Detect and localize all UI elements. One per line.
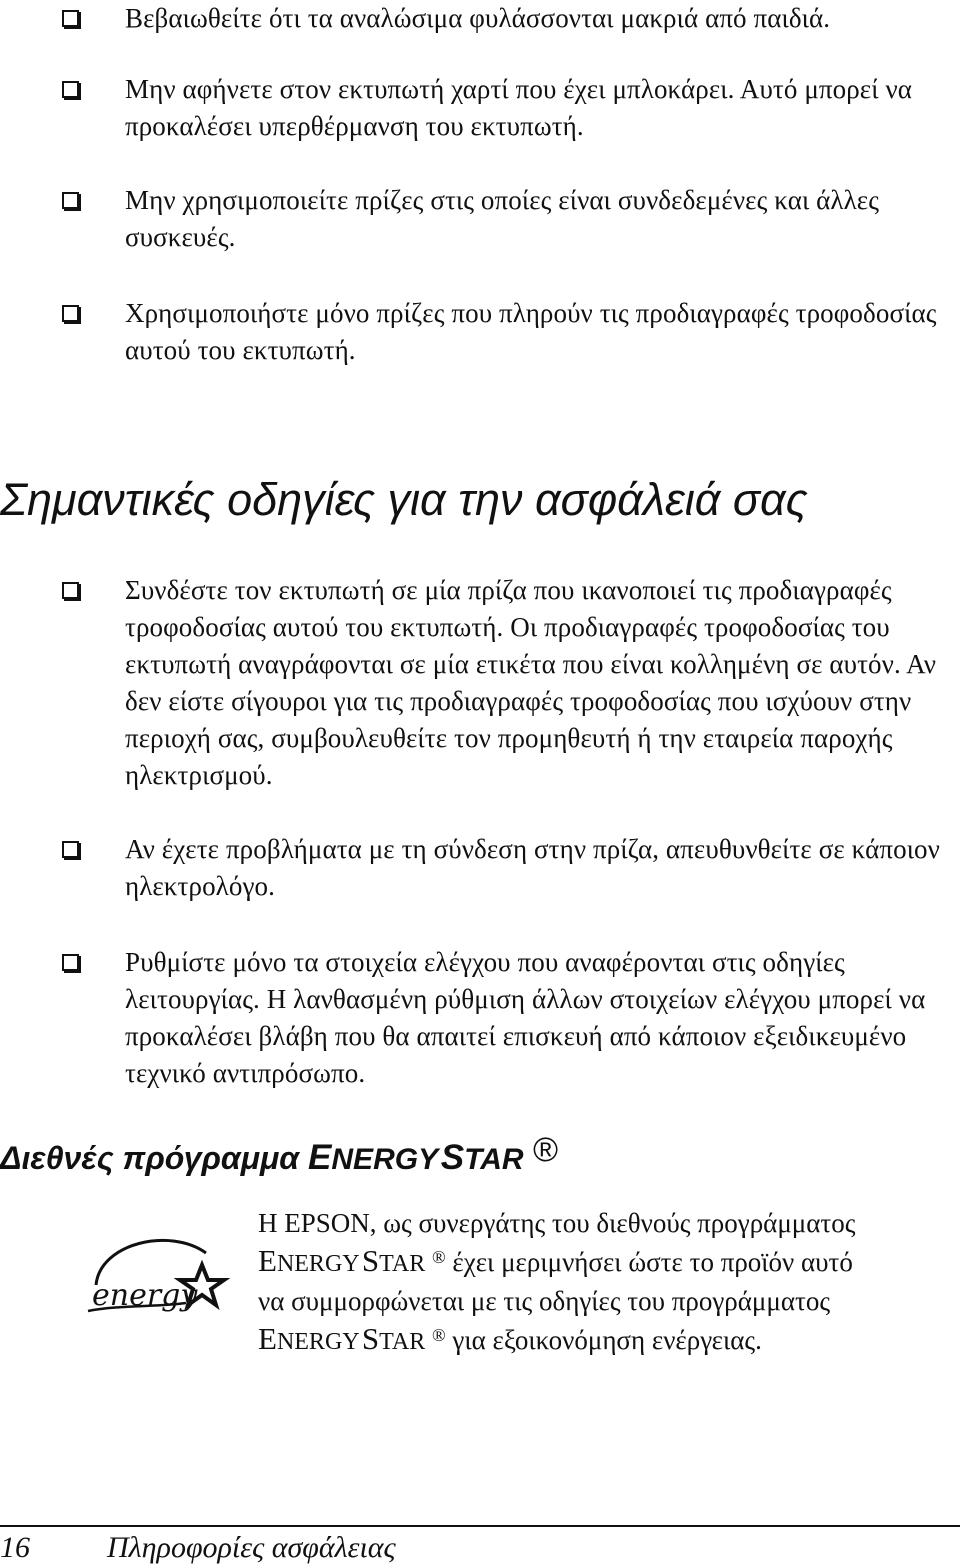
heading-letter-s: S [440, 1138, 465, 1177]
checkbox-bullet-icon [62, 10, 79, 27]
heading-prefix: Διεθνές πρόγραμμα [0, 1140, 309, 1176]
page-number: 16 [0, 1531, 30, 1564]
list-item-text: Μην αφήνετε στον εκτυπωτή χαρτί που έχει μπλοκάρει. Αυτό μπορεί να προκαλέσει υπερθέρμανση του εκτυπωτή. [125, 74, 913, 141]
footer-title: Πληροφορίες ασφάλειας [107, 1531, 396, 1564]
list-item-text: Χρησιμοποιήστε μόνο πρίζες που πληρούν τις προδιαγραφές τροφοδοσίας αυτού του εκτυπωτή. [125, 298, 937, 365]
energy-line-1: Η EPSON, ως συνεργάτης του διεθνούς προγράμματος [258, 1208, 856, 1238]
checkbox-bullet-icon [62, 841, 79, 858]
energy-line-4: ENERGY STAR ® για εξοικονόμηση ενέργειας. [258, 1321, 762, 1356]
list-item-text: Ρυθμίστε μόνο τα στοιχεία ελέγχου που αναφέρονται στις οδηγίες λειτουργίας. Η λανθασμένη ρύθμιση άλλων στοιχείων ελέγχου μπορεί να προκαλέσει βλάβη που θα απαιτεί επισκευή από κάποιον εξειδικευμένο τεχνικό αντιπρόσωπο. [125, 947, 926, 1088]
section-heading-energy-star [0, 1128, 700, 1190]
heading-letter-e: E [308, 1138, 332, 1177]
list-item-text: Βεβαιωθείτε ότι τα αναλώσιμα φυλάσσονται μακριά από παιδιά. [125, 3, 831, 33]
checkbox-bullet-icon [62, 305, 79, 322]
energy-star-logo [78, 1225, 238, 1325]
list-item-text: Συνδέστε τον εκτυπωτή σε μία πρίζα που ικανοποιεί τις προδιαγραφές τροφοδοσίας αυτού του εκτυπωτή. Οι προδιαγραφές τροφοδοσίας του εκτυπωτή αναγράφονται σε μία ετικέτα που είναι κολλημένη σε αυτόν. Αν δεν είστε σίγουροι για τις προδιαγραφές τροφοδοσίας που ισχύουν στην περιοχή σας, συμβουλευθείτε τον προμηθευτή ή την εταιρεία παροχής ηλεκτρισμού. [125, 575, 937, 790]
energy-line-2: ENERGY STAR ® έχει μεριμνήσει ώστε το προϊόν αυτό [258, 1243, 853, 1278]
section-heading-safety: Σημαντικές οδηγίες για την ασφάλειά σας [0, 474, 808, 525]
logo-wordmark: energy [92, 1278, 198, 1313]
energy-line-3: να συμμορφώνεται με τις οδηγίες του προγράμματος [258, 1286, 831, 1316]
heading-nergy: NERGY [331, 1143, 439, 1176]
registered-mark: ® [431, 1247, 446, 1267]
checkbox-bullet-icon [62, 582, 79, 599]
list-item-text: Μην χρησιμοποιείτε πρίζες στις οποίες είναι συνδεδεμένες και άλλες συσκευές. [125, 185, 880, 252]
list-item-text: Αν έχετε προβλήματα με τη σύνδεση στην πρίζα, απευθυνθείτε σε κάποιον ηλεκτρολόγο. [125, 834, 940, 901]
checkbox-bullet-icon [62, 81, 79, 98]
energy-star-paragraph [258, 1205, 958, 1361]
checkbox-bullet-icon [62, 954, 79, 971]
footer-divider [0, 1525, 960, 1527]
checkbox-bullet-icon [62, 192, 79, 209]
registered-mark: ® [431, 1325, 446, 1345]
registered-mark: ® [532, 1131, 558, 1169]
heading-tar: TAR [464, 1143, 524, 1176]
